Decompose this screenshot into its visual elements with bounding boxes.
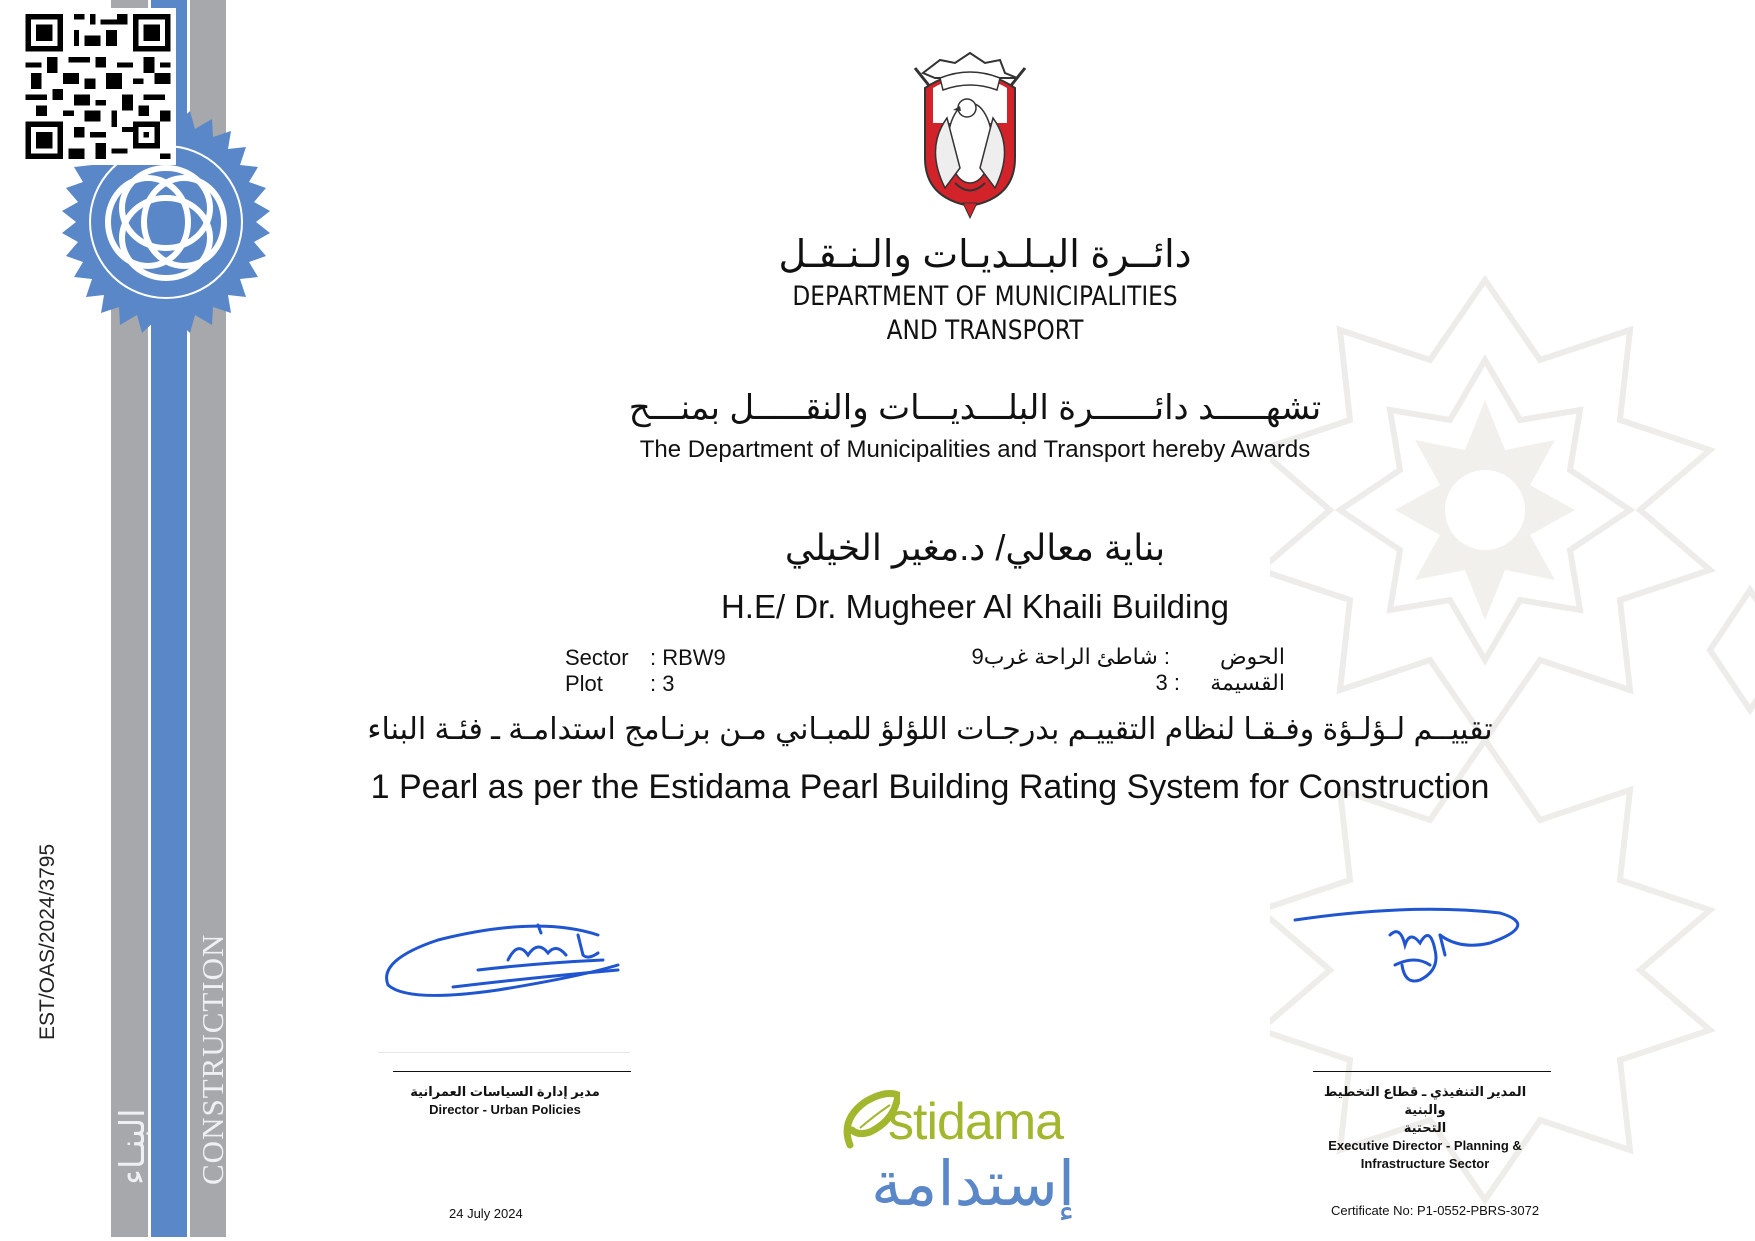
signatory-1-title [380,1083,630,1119]
estidama-logo [838,1082,1108,1232]
signature-line-1 [393,1071,631,1072]
ribbon-label-arabic: البنـاء [114,1108,152,1185]
plot-value-arabic: 3 : [1155,670,1180,695]
signatory-2-title-arabic-2: التحتية [1403,1120,1447,1135]
estidama-logo-text: stidama [888,1093,1064,1151]
recipient-name-arabic: بناية معالي/ د.مغير الخيلي [784,527,1166,568]
signatory-2-title-english-1: Executive Director - Planning & [1328,1138,1522,1153]
recipient-name-english: H.E/ Dr. Mugheer Al Khaili Building [720,588,1230,625]
sector-label-arabic: الحوض [1220,644,1285,669]
issuer-name-line2: AND TRANSPORT [886,315,1084,346]
awards-statement-english: The Department of Municipalities and Transport hereby Awards [639,436,1311,463]
signatory-2-title [1310,1083,1540,1173]
plot-value: : 3 [650,671,675,696]
plot-label: Plot [565,671,603,696]
estidama-logo-arabic: إستدامة [870,1150,1076,1219]
issuer-name-arabic: دائــرة البـلـديـات والـنـقـل [778,234,1192,276]
signatory-2-title-arabic-1: المدير التنفيذي ـ قطاع التخطيط والبنية [1323,1084,1527,1117]
awards-statement-arabic: تشهـــــد دائــــــرة البلـــديـــات والنقـــــل بمنـــح [628,389,1322,427]
issuer-name-line1: DEPARTMENT OF MUNICIPALITIES [792,281,1178,312]
reference-number: EST/OAS/2024/3795 [36,843,59,1040]
ribbon-label-construction: CONSTRUCTION [195,933,230,1185]
signature-executive-director [1290,895,1540,995]
signatory-2-title-english-2: Infrastructure Sector [1360,1156,1490,1171]
certificate-number: Certificate No: P1-0552-PBRS-3072 [1331,1203,1540,1218]
issuer-name-english [774,280,1195,348]
signatory-1-title-english: Director - Urban Policies [429,1102,581,1117]
qr-code[interactable] [20,8,176,165]
rating-statement-arabic: تقييــم لـؤلـؤة وفـقـا لنظام التقييـم بدرجـات اللؤلؤ للمبـاني مـن برنـامج استدامـة ـ فئـة البناء [367,713,1493,746]
sector-label: Sector [565,645,629,670]
sector-value: : RBW9 [650,645,726,670]
plot-label-arabic: القسيمة [1210,670,1285,695]
abu-dhabi-emblem-icon [905,48,1035,223]
issue-date: 24 July 2024 [449,1206,523,1221]
signatory-1-title-arabic: مدير إدارة السياسات العمرانية [410,1084,600,1099]
rating-statement-english: 1 Pearl as per the Estidama Pearl Building Rating System for Construction [370,768,1490,806]
sector-value-arabic: : شاطئ الراحة غرب9 [971,644,1170,669]
qr-code-icon [20,8,176,165]
signature-director-urban-policies [378,915,628,1005]
signature-guide-line-1 [378,1052,630,1053]
signature-line-2 [1313,1071,1551,1072]
